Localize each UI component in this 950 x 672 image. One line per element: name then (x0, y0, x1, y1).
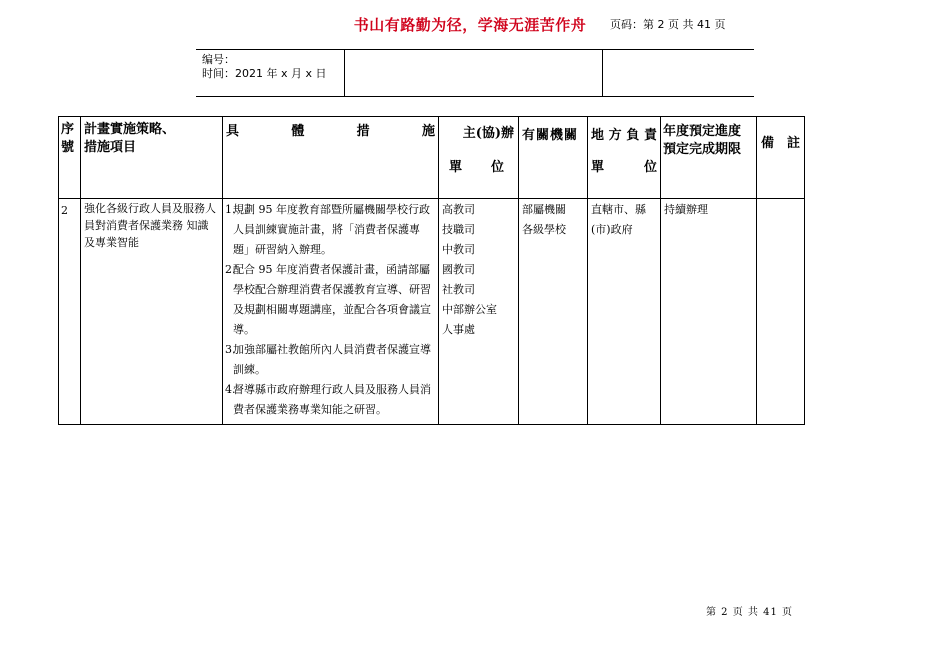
measure-item (225, 380, 436, 420)
header-char: 註 (786, 136, 800, 151)
header-char: 施 (421, 124, 435, 139)
table-row (59, 199, 805, 425)
page-header (196, 49, 754, 97)
header-char: 位 (490, 160, 504, 175)
row-seq-cell (59, 199, 81, 425)
measure-text: 配合 95 年度消費者保護計畫，函請部屬學校配合辦理消費者保護教育宣導、研習及規劃相關專題講座，並配合各項會議宣導。 (233, 263, 431, 336)
row-strategy-cell (81, 199, 223, 425)
header-text: 主(協)辦 (462, 126, 514, 141)
header-char: 方 (608, 128, 622, 143)
measure-text: 加強部屬社教館所內人員消費者保護宣導訓練。 (233, 343, 431, 376)
measure-item (225, 260, 436, 340)
document-date: 时间：2021 年 x 月 x 日 (202, 67, 327, 80)
measure-number: 2. (225, 263, 236, 276)
col-strategy-header (81, 117, 223, 199)
header-char: 體 (291, 124, 305, 139)
measure-item (225, 200, 436, 260)
lead-unit: 技職司 (442, 223, 475, 236)
lead-unit: 人事處 (442, 323, 475, 336)
row-local-units-cell (588, 199, 661, 425)
header-text: 號 (61, 140, 75, 155)
header-char: 責 (643, 128, 657, 143)
measure-text: 督導縣市政府辦理行政人員及服務人員消費者保護業務專業知能之研習。 (233, 383, 431, 416)
col-schedule-header (661, 117, 757, 199)
header-motto: 书山有路勤为径，学海无涯苦作舟 (353, 16, 587, 34)
lead-unit: 高教司 (442, 203, 475, 216)
col-remark-header (757, 117, 805, 199)
row-related-units-cell (519, 199, 588, 425)
row-schedule-cell (661, 199, 757, 425)
header-char: 單 (591, 160, 605, 175)
header-text: 年度預定進度 (663, 124, 742, 139)
local-unit: 直轄市、縣 (591, 203, 646, 216)
col-related-header (519, 117, 588, 199)
measure-number: 1. (225, 203, 236, 216)
header-text: 預定完成期限 (663, 142, 742, 157)
header-char: 位 (643, 160, 657, 175)
measure-text: 規劃 95 年度教育部暨所屬機關學校行政人員訓練實施計畫，將「消費者保護專題」研習納入辦理。 (233, 203, 430, 256)
measure-number: 4. (225, 383, 236, 396)
header-page-info: 页码：第 2 页 共 41 页 (610, 18, 726, 31)
document-number-label: 编号： (202, 53, 235, 66)
lead-unit: 中部辦公室 (442, 303, 497, 316)
lead-unit: 中教司 (442, 243, 475, 256)
row-measures-cell (223, 199, 439, 425)
measure-number: 3. (225, 343, 236, 356)
header-char: 備 (761, 136, 775, 151)
header-char: 負 (626, 128, 640, 143)
row-seq: 2 (61, 204, 68, 217)
col-measures-header (223, 117, 439, 199)
col-lead-unit-header (439, 117, 519, 199)
col-seq-header (59, 117, 81, 199)
lead-unit: 社教司 (442, 283, 475, 296)
header-char: 具 (226, 124, 240, 139)
header-char: 地 (591, 128, 605, 143)
row-lead-units-cell (439, 199, 519, 425)
measure-item (225, 340, 436, 380)
related-unit: 各級學校 (522, 223, 566, 236)
header-char: 單 (449, 160, 463, 175)
schedule-text: 持續辦理 (664, 203, 708, 216)
header-char: 措 (356, 124, 370, 139)
header-text: 計畫實施策略、 (84, 122, 176, 137)
table-header-row (59, 117, 805, 199)
row-remark-cell (757, 199, 805, 425)
header-divider (344, 50, 345, 96)
lead-unit: 國教司 (442, 263, 475, 276)
plan-table (58, 116, 805, 425)
header-divider (602, 50, 603, 96)
row-strategy: 強化各級行政人員及服務人員對消費者保護業務 知識及專業智能 (84, 202, 216, 249)
header-text: 措施項目 (84, 140, 137, 155)
footer-page-number: 第 2 页 共 41 页 (706, 607, 793, 618)
local-unit: (市)政府 (591, 223, 633, 236)
header-text: 序 (61, 122, 75, 137)
header-text: 有關機關 (522, 128, 579, 143)
related-unit: 部屬機關 (522, 203, 566, 216)
col-local-unit-header (588, 117, 661, 199)
